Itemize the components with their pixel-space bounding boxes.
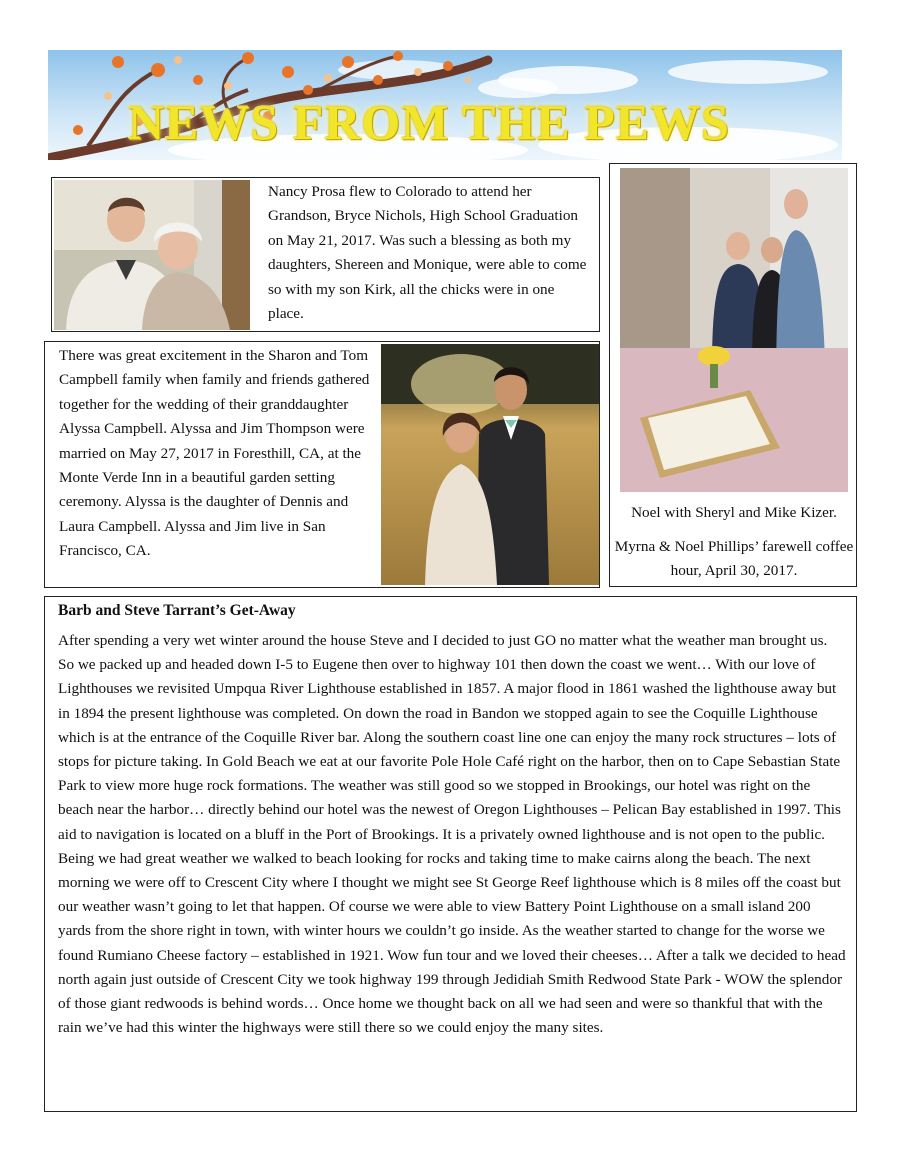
phillips-farewell-article <box>609 163 857 587</box>
banner-title: NEWS FROM THE PEWS <box>128 94 730 150</box>
photo-caption-kizer: Noel with Sheryl and Mike Kizer. <box>631 504 837 521</box>
nancy-prosa-article <box>51 177 600 332</box>
farewell-coffee-hour-photo <box>620 168 848 492</box>
wedding-couple-photo <box>381 344 599 585</box>
wedding-article-text: There was great excitement in the Sharon and Tom Campbell family when family and friends gathered together for the wedding of their granddaughter Alyssa Campbell. Alyssa and Jim Thompson were married on May 27, 2017 in Foresthill, CA, at the Monte Verde Inn in a beautiful garden setting ceremony. Alyssa is the daughter of Dennis and Laura Campbell. Alyssa and Jim live in San Francisco, CA. <box>59 347 370 560</box>
campbell-wedding-article <box>44 341 600 588</box>
newsletter-banner <box>48 50 842 160</box>
nancy-graduation-photo <box>54 180 250 330</box>
tarrant-getaway-article <box>44 596 857 1112</box>
photo-caption-farewell: Myrna & Noel Phillips’ farewell coffee hour, April 30, 2017. <box>614 538 854 580</box>
article-body: After spending a very wet winter around the house Steve and I decided to just GO no matter what the weather man brought us. So we packed up and headed down I-5 to Eugene then over to highway 101 then down the coast we went… With our love of Lighthouses we revisited Umpqua River Lighthouse established in 1857. A major flood in 1861 washed the lighthouse away but in 1894 the present lighthouse was completed. On down the road in Bandon we stopped again to see the Coquille Lighthouse which is at the entrance of the Coquille River bar. Along the southern coast line one can enjoy the many rock structures – lots of stops for picture taking. In Gold Beach we eat at our favorite Pole Hole Café right on the harbor, then on to Cape Sebastian State Park to view more huge rock formations. The weather was still good so we stopped in Brookings, our hotel was right on the beach near the harbor… directly behind our hotel was the newest of Oregon Lighthouses – Pelican Bay established in 1997. This aid to navigation is located on a bluff in the Port of Brookings. It is a privately owned lighthouse and is not open to the public. Being we had great weather we walked to beach looking for rocks and taking time to make cairns along the beach. The next morning we were off to Crescent City where I thought we might see St George Reef lighthouse which is 8 miles off the coast but our weather wasn’t going to let that happen. Of course we were able to view Battery Point Lighthouse on a small island 200 yards from the shore right in town, with winter hours we couldn’t go inside. As the weather started to change for the worse we found Rumiano Cheese factory – established in 1921. Wow fun tour and we loved their cheeses… After a talk we decided to head north again just outside of Crescent City we took highway 199 through Jedidiah Smith Redwood State Park - WOW the splendor of those giant redwoods is behind words… Once home we thought back on all we had seen and were so thankful that with the rain we’ve had this winter the highways were still there so we could enjoy the many sites. <box>58 632 846 1037</box>
nancy-article-text: Nancy Prosa flew to Colorado to attend her Grandson, Bryce Nichols, High School Graduation on May 21, 2017. Was such a blessing as both my daughters, Shereen and Monique, were able to come so with my son Kirk, all the chicks were in one place. <box>268 183 587 323</box>
article-heading: Barb and Steve Tarrant’s Get-Away <box>58 602 296 619</box>
